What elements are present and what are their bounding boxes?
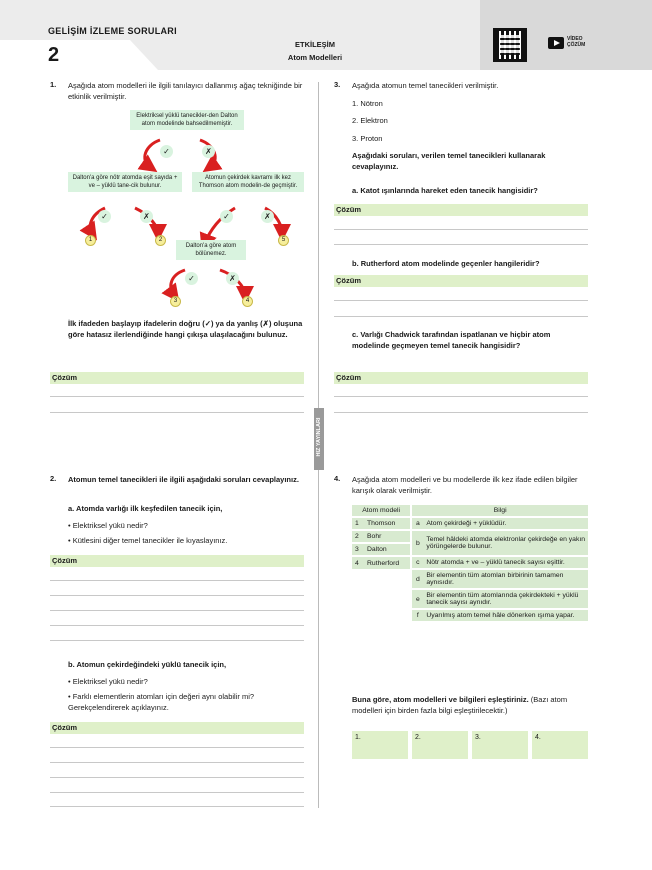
q4-question-note: (Bazı atom modelleri için birden fazla bilgi eşleştirilecektir.) bbox=[352, 695, 568, 715]
model-name: Thomson bbox=[364, 517, 411, 530]
info-text: Atom çekirdeği + yüklüdür. bbox=[423, 517, 588, 530]
answer-line[interactable] bbox=[50, 806, 304, 807]
model-name: Dalton bbox=[364, 543, 411, 556]
answer-line[interactable] bbox=[50, 625, 304, 626]
particle-item: 1. Nötron bbox=[352, 99, 383, 108]
outlet-4: 4 bbox=[242, 296, 253, 307]
tree-box-left: Dalton'a göre nötr atomda eşit sayıda + ve – yüklü tane-cik bulunur. bbox=[68, 172, 182, 192]
q3c-question: c. Varlığı Chadwick tarafından ispatlanan ve hiçbir atom modelinde geçmeyen temel tanecik hangisidir? bbox=[352, 330, 551, 350]
video-label: VİDEO bbox=[567, 36, 583, 42]
answer-line[interactable] bbox=[50, 412, 304, 413]
q2b-item: • Elektriksel yükü nedir? bbox=[68, 676, 304, 687]
q2-intro: Atomun temel tanecikleri ile ilgili aşağıdaki soruları cevaplayınız. bbox=[68, 475, 299, 484]
header-number-box bbox=[0, 40, 130, 70]
answer-line[interactable] bbox=[50, 792, 304, 793]
info-key: e bbox=[411, 589, 423, 609]
model-number: 1 bbox=[352, 517, 364, 530]
atom-models-table bbox=[352, 505, 588, 621]
video-play-icon[interactable] bbox=[548, 37, 564, 49]
branch-tree-arrows bbox=[50, 105, 310, 310]
info-key: b bbox=[411, 530, 423, 556]
q4-number: 4. bbox=[334, 474, 341, 483]
answer-line[interactable] bbox=[334, 316, 588, 317]
tree-box-right: Atomun çekirdek kavramı ilk kez Thomson atom modelin-de geçmiştir. bbox=[192, 172, 304, 192]
solution-label: ÇÖZÜM bbox=[567, 42, 586, 48]
header-title: GELİŞİM İZLEME SORULARI bbox=[48, 26, 177, 36]
q3a-solution-bar: Çözüm bbox=[334, 204, 588, 216]
outlet-2: 2 bbox=[155, 235, 166, 246]
answer-box-3[interactable]: 3. bbox=[472, 731, 528, 759]
info-text: Temel hâldeki atomda elektronlar çekirdeğe en yakın yörüngelerde bulunur. bbox=[423, 530, 588, 556]
answer-box-2[interactable]: 2. bbox=[412, 731, 468, 759]
answer-line[interactable] bbox=[50, 610, 304, 611]
model-number: 3 bbox=[352, 543, 364, 556]
check-icon: ✓ bbox=[160, 145, 173, 158]
answer-line[interactable] bbox=[334, 396, 588, 397]
qr-code-icon[interactable] bbox=[493, 28, 527, 62]
video-solution-label[interactable] bbox=[567, 36, 585, 48]
info-key: a bbox=[411, 517, 423, 530]
q1-number: 1. bbox=[50, 80, 57, 89]
particle-item: 3. Proton bbox=[352, 134, 383, 143]
answer-line[interactable] bbox=[334, 244, 588, 245]
publisher-side-tag bbox=[314, 408, 324, 470]
q2a-item: • Elektriksel yükü nedir? bbox=[68, 520, 304, 531]
outlet-3: 3 bbox=[170, 296, 181, 307]
subsection-title: Atom Modelleri bbox=[287, 53, 343, 62]
q3c-solution-bar: Çözüm bbox=[334, 372, 588, 384]
answer-line[interactable] bbox=[50, 777, 304, 778]
q3-intro: Aşağıda atomun temel tanecikleri verilmiştir. bbox=[352, 81, 499, 90]
info-text: Uyarılmış atom temel hâle dönerken ışıma yapar. bbox=[423, 609, 588, 621]
cross-icon: ✗ bbox=[261, 210, 274, 223]
q3a-question: a. Katot ışınlarında hareket eden tanecik hangisidir? bbox=[352, 186, 538, 195]
q3b-solution-bar: Çözüm bbox=[334, 275, 588, 287]
answer-line[interactable] bbox=[50, 595, 304, 596]
arrow-mid-3 bbox=[171, 270, 185, 295]
q2b-title: b. Atomun çekirdeğindeki yüklü tanecik için, bbox=[68, 660, 227, 669]
check-icon: ✓ bbox=[185, 272, 198, 285]
q2b-solution-bar: Çözüm bbox=[50, 722, 304, 734]
answer-line[interactable] bbox=[50, 762, 304, 763]
answer-line[interactable] bbox=[334, 412, 588, 413]
q3b-question: b. Rutherford atom modelinde geçenler hangileridir? bbox=[352, 259, 540, 268]
model-name: Bohr bbox=[364, 530, 411, 543]
answer-line[interactable] bbox=[50, 747, 304, 748]
cross-icon: ✗ bbox=[202, 145, 215, 158]
page-number: 2 bbox=[48, 44, 60, 66]
q4-intro: Aşağıda atom modelleri ve bu modellerde ilk kez ifade edilen bilgiler karışık olarak verilmiştir. bbox=[352, 475, 578, 495]
check-icon: ✓ bbox=[220, 210, 233, 223]
outlet-1: 1 bbox=[85, 235, 96, 246]
q2b-item: • Farklı elementlerin atomları için değeri aynı olabilir mi? Gerekçelendirerek açıklayınız. bbox=[68, 691, 304, 713]
tree-box-mid: Dalton'a göre atom bölünemez. bbox=[176, 240, 246, 260]
outlet-5: 5 bbox=[278, 235, 289, 246]
answer-line[interactable] bbox=[50, 580, 304, 581]
answer-line[interactable] bbox=[50, 396, 304, 397]
particle-item: 2. Elektron bbox=[352, 116, 388, 125]
model-name: Rutherford bbox=[364, 556, 411, 569]
q2a-title: a. Atomda varlığı ilk keşfedilen tanecik için, bbox=[68, 504, 223, 513]
info-text: Bir elementin tüm atomları birbirinin tamamen aynısıdır. bbox=[423, 569, 588, 589]
model-number: 4 bbox=[352, 556, 364, 569]
info-text: Bir elementin tüm atomlarında çekirdekteki + yüklü tanecik sayısı aynıdır. bbox=[423, 589, 588, 609]
q3-instruction: Aşağıdaki soruları, verilen temel tanecikleri kullanarak cevaplayınız. bbox=[352, 151, 546, 171]
info-text: Nötr atomda + ve – yüklü tanecik sayısı eşittir. bbox=[423, 556, 588, 569]
q2-number: 2. bbox=[50, 474, 57, 483]
col-header-info: Bilgi bbox=[493, 507, 507, 514]
section-title: ETKİLEŞİM bbox=[294, 40, 335, 49]
check-icon: ✓ bbox=[98, 210, 111, 223]
q1-intro: Aşağıda atom modelleri ile ilgili tanılayıcı dallanmış ağaç tekniğinde bir etkinlik verilmiştir. bbox=[68, 81, 303, 101]
info-key: c bbox=[411, 556, 423, 569]
answer-line[interactable] bbox=[50, 640, 304, 641]
cross-icon: ✗ bbox=[226, 272, 239, 285]
answer-box-1[interactable]: 1. bbox=[352, 731, 408, 759]
arrow-top-left bbox=[145, 140, 160, 167]
info-key: f bbox=[411, 609, 423, 621]
q1-question: İlk ifadeden başlayıp ifadelerin doğru (✓) ya da yanlış (✗) oluşuna göre hatasız ilerlendiğinde hangi çıkışa ulaşılacağını bulunuz. bbox=[68, 319, 303, 339]
cross-icon: ✗ bbox=[140, 210, 153, 223]
tree-box-top: Elektriksel yüklü tanecikler-den Dalton atom modelinde bahsedilmemiştir. bbox=[130, 110, 244, 130]
q3-number: 3. bbox=[334, 80, 341, 89]
q2a-solution-bar: Çözüm bbox=[50, 555, 304, 567]
model-number: 2 bbox=[352, 530, 364, 543]
col-header-model: Atom modeli bbox=[352, 505, 411, 517]
answer-box-4[interactable]: 4. bbox=[532, 731, 588, 759]
header-notch bbox=[130, 40, 158, 70]
answer-line[interactable] bbox=[334, 229, 588, 230]
side-tag-text: HIZ YAYINLARI bbox=[316, 417, 322, 457]
q1-solution-bar: Çözüm bbox=[50, 372, 304, 384]
header-section bbox=[200, 38, 430, 64]
info-key: d bbox=[411, 569, 423, 589]
q2a-item: • Kütlesini diğer temel tanecikler ile kıyaslayınız. bbox=[68, 535, 304, 546]
q4-question bbox=[352, 694, 588, 716]
q4-question-bold: Buna göre, atom modelleri ve bilgileri eşleştiriniz. bbox=[352, 695, 529, 704]
answer-line[interactable] bbox=[334, 300, 588, 301]
